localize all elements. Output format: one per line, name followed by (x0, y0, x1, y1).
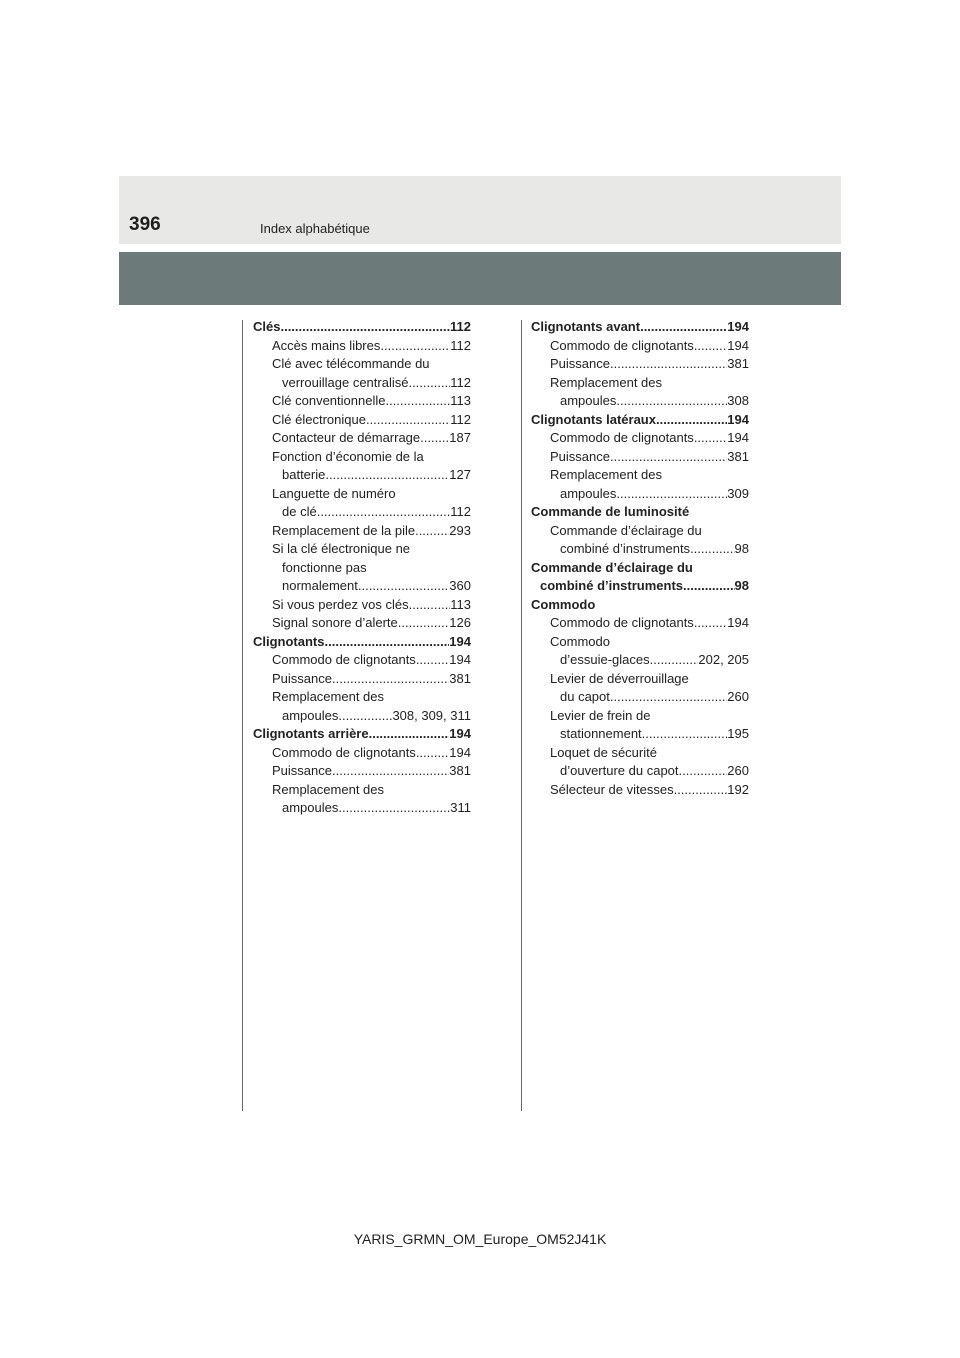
entry-label: stationnement (560, 726, 642, 741)
entry-label: Clé avec télécommande du (272, 356, 430, 371)
index-subentry (253, 670, 471, 689)
index-subentry (253, 337, 471, 356)
leader-dots (358, 577, 449, 596)
leader-dots (640, 318, 727, 337)
leader-dots (369, 725, 450, 744)
leader-dots (280, 318, 450, 337)
entry-label: Languette de numéro (272, 485, 396, 501)
index-entry (531, 559, 749, 578)
index-subentry (253, 744, 471, 763)
leader-dots (325, 633, 450, 652)
entry-label: ampoules (282, 800, 339, 815)
right-column-rule (521, 320, 522, 1111)
entry-label: Clignotants arrière (253, 726, 369, 741)
entry-label: fonctionne pas (282, 559, 367, 575)
leader-dots (332, 762, 449, 781)
page-reference: 126 (449, 615, 471, 630)
index-subentry (531, 725, 749, 744)
leader-dots (338, 799, 450, 818)
leader-dots (416, 651, 449, 670)
page-reference: 195 (727, 726, 749, 741)
leader-dots (325, 466, 449, 485)
entry-label: Levier de déverrouillage (550, 670, 689, 686)
entry-label: Commande d’éclairage du (550, 522, 702, 538)
page-reference: 293 (449, 522, 471, 538)
entry-label: Clignotants latéraux (531, 411, 656, 427)
leader-dots (694, 429, 727, 448)
index-subentry (531, 485, 749, 504)
index-subentry (253, 429, 471, 448)
index-entry (531, 596, 749, 615)
index-subentry (531, 522, 749, 541)
index-subentry (531, 577, 749, 596)
page-reference: 194 (449, 744, 471, 760)
page-reference: 112 (450, 504, 471, 519)
entry-label: Commodo de clignotants (550, 615, 694, 630)
entry-label: normalement (282, 578, 358, 593)
leader-dots (409, 596, 451, 615)
index-subentry (253, 688, 471, 707)
page-reference: 98 (734, 541, 749, 556)
leader-dots (694, 614, 727, 633)
index-subentry (253, 781, 471, 800)
section-title: Index alphabétique (260, 221, 370, 236)
index-subentry (531, 688, 749, 707)
index-entry (253, 725, 471, 744)
entry-label: combiné d’instruments (540, 578, 684, 593)
index-subentry (253, 559, 471, 578)
index-subentry (531, 466, 749, 485)
leader-dots (616, 485, 727, 504)
index-subentry (253, 707, 471, 726)
index-entry (253, 633, 471, 652)
entry-label: batterie (282, 467, 326, 482)
document-code: YARIS_GRMN_OM_Europe_OM52J41K (353, 1231, 607, 1247)
index-subentry (531, 651, 749, 670)
index-subentry (253, 355, 471, 374)
index-subentry (531, 744, 749, 763)
index-subentry (253, 503, 471, 522)
index-subentry (531, 633, 749, 652)
page-reference: 112 (450, 319, 471, 334)
page-reference: 381 (449, 763, 471, 778)
entry-label: Si la clé électronique ne (272, 541, 411, 556)
entry-label: Contacteur de démarrage (272, 430, 421, 445)
index-subentry (253, 485, 471, 504)
entry-label: d’ouverture du capot (560, 763, 679, 778)
index-subentry (531, 781, 749, 800)
entry-label: de clé (282, 504, 317, 519)
entry-label: Puissance (550, 448, 610, 464)
index-subentry (253, 651, 471, 670)
index-subentry (531, 614, 749, 633)
page-reference: 308, 309, 311 (392, 707, 471, 723)
page-reference: 202, 205 (698, 652, 749, 667)
entry-label: Accès mains libres (272, 337, 381, 353)
entry-label: verrouillage centralisé (282, 374, 409, 390)
page-reference: 187 (449, 430, 471, 445)
page-reference: 309 (727, 485, 749, 501)
leader-dots (338, 707, 392, 726)
index-subentry (253, 411, 471, 430)
page-reference: 194 (727, 615, 749, 630)
index-subentry (531, 392, 749, 411)
page-reference: 308 (727, 393, 749, 408)
entry-label: Commodo de clignotants (272, 744, 416, 760)
index-entry (531, 503, 749, 522)
page-reference: 127 (449, 467, 471, 482)
page-reference: 194 (727, 411, 749, 427)
leader-dots (408, 374, 450, 393)
entry-label: Remplacement des (550, 374, 662, 390)
leader-dots (642, 725, 728, 744)
left-column-rule (242, 320, 243, 1111)
entry-label: combiné d’instruments (560, 541, 691, 556)
leader-dots (398, 614, 450, 633)
entry-label: Remplacement des (550, 467, 662, 482)
index-entry (531, 411, 749, 430)
header-band (119, 176, 841, 244)
entry-label: Commande d’éclairage du (531, 559, 693, 575)
page-reference: 194 (449, 652, 471, 667)
page-reference: 113 (450, 393, 471, 408)
page-reference: 260 (727, 689, 749, 704)
index-subentry (253, 577, 471, 596)
entry-label: Clignotants (253, 633, 325, 649)
page-reference: 194 (727, 430, 749, 445)
entry-label: Puissance (272, 670, 332, 686)
entry-label: ampoules (282, 707, 339, 723)
page-reference: 194 (727, 337, 749, 353)
page-reference: 381 (727, 356, 749, 371)
entry-label: Puissance (272, 763, 332, 778)
leader-dots (416, 744, 449, 763)
entry-label: ampoules (560, 485, 617, 501)
page-reference: 381 (727, 448, 749, 464)
leader-dots (616, 392, 727, 411)
page-reference: 360 (449, 578, 471, 593)
entry-label: d’essuie-glaces (560, 652, 650, 667)
index-subentry (253, 799, 471, 818)
entry-label: Remplacement de la pile (272, 522, 416, 538)
index-subentry (253, 522, 471, 541)
entry-label: ampoules (560, 393, 617, 408)
index-subentry (253, 448, 471, 467)
index-subentry (531, 448, 749, 467)
entry-label: Si vous perdez vos clés (272, 596, 409, 612)
entry-label: Commodo (550, 633, 610, 649)
entry-label: Remplacement des (272, 689, 384, 704)
page-reference: 112 (450, 411, 471, 427)
page-reference: 192 (727, 781, 749, 797)
entry-label: Commande de luminosité (531, 504, 690, 519)
leader-dots (420, 429, 449, 448)
index-subentry (531, 355, 749, 374)
index-subentry (531, 707, 749, 726)
entry-label: Loquet de sécurité (550, 744, 657, 760)
entry-label: Commodo de clignotants (272, 652, 416, 667)
page-reference: 112 (450, 337, 471, 353)
entry-label: Commodo (531, 596, 596, 612)
index-subentry (531, 374, 749, 393)
index-subentry (253, 466, 471, 485)
leader-dots (694, 337, 727, 356)
page-reference: 194 (449, 726, 471, 741)
page-reference: 260 (727, 763, 749, 778)
leader-dots (610, 355, 727, 374)
entry-label: Clé conventionnelle (272, 393, 386, 408)
page-reference: 113 (450, 596, 471, 612)
index-entry (531, 318, 749, 337)
entry-label: Puissance (550, 356, 610, 371)
page-reference: 98 (734, 578, 749, 593)
leader-dots (317, 503, 451, 522)
leader-dots (415, 522, 449, 541)
index-subentry (531, 429, 749, 448)
page-reference: 112 (450, 374, 471, 390)
page-reference: 381 (449, 670, 471, 686)
page-reference: 194 (449, 633, 471, 649)
page-reference: 194 (727, 319, 749, 334)
entry-label: Commodo de clignotants (550, 337, 694, 353)
index-subentry (531, 762, 749, 781)
page-reference: 311 (450, 800, 471, 815)
index-subentry (253, 762, 471, 781)
section-banner (119, 252, 841, 305)
leader-dots (656, 411, 727, 430)
leader-dots (380, 337, 450, 356)
index-subentry (531, 670, 749, 689)
index-subentry (253, 540, 471, 559)
entry-label: du capot (560, 689, 610, 704)
entry-label: Signal sonore d’alerte (272, 615, 398, 630)
page-number: 396 (129, 214, 161, 235)
entry-label: Clignotants avant (531, 319, 641, 334)
leader-dots (610, 448, 727, 467)
index-subentry (531, 337, 749, 356)
index-subentry (253, 374, 471, 393)
index-subentry (253, 596, 471, 615)
leader-dots (332, 670, 449, 689)
entry-label: Clés (253, 319, 281, 334)
leader-dots (385, 392, 450, 411)
leader-dots (650, 651, 699, 670)
leader-dots (690, 540, 734, 559)
entry-label: Clé électronique (272, 411, 366, 427)
entry-label: Sélecteur de vitesses (550, 781, 674, 797)
leader-dots (366, 411, 450, 430)
leader-dots (674, 781, 728, 800)
index-subentry (253, 614, 471, 633)
index-subentry (253, 392, 471, 411)
leader-dots (610, 688, 727, 707)
leader-dots (679, 762, 728, 781)
index-column-right (531, 318, 749, 799)
entry-label: Commodo de clignotants (550, 430, 694, 445)
entry-label: Levier de frein de (550, 707, 651, 723)
entry-label: Fonction d’économie de la (272, 448, 424, 464)
leader-dots (683, 577, 735, 596)
index-entry (253, 318, 471, 337)
index-column-left (253, 318, 471, 818)
index-subentry (531, 540, 749, 559)
entry-label: Remplacement des (272, 781, 384, 797)
